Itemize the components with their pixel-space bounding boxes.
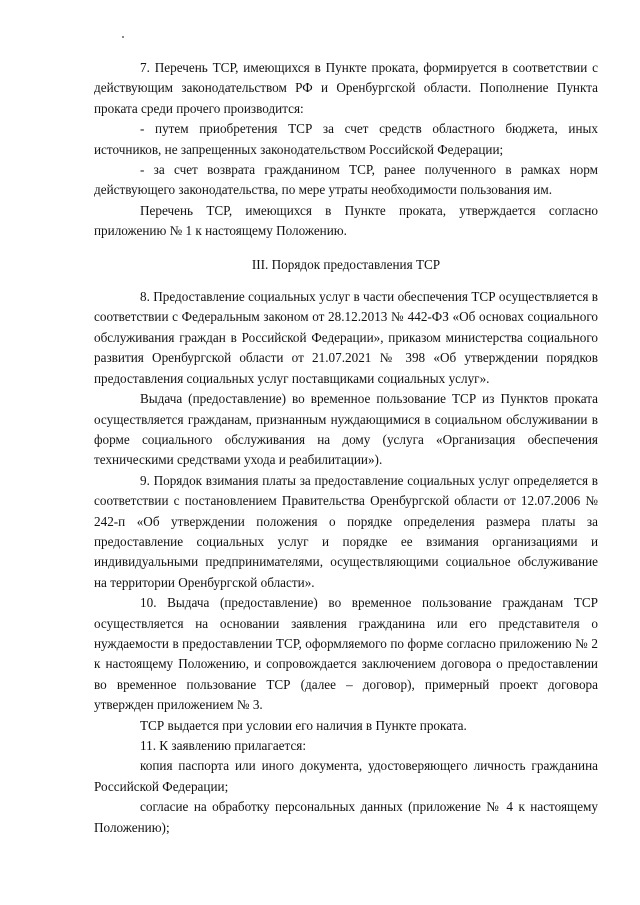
section-heading: III. Порядок предоставления ТСР — [251, 256, 441, 272]
paragraph-7: 7. Перечень ТСР, имеющихся в Пункте проката, формируется в соответствии с действующим законодательством РФ и Оренбургской области. Пополнение Пункта проката среди прочего производится: — [94, 60, 598, 116]
paragraph-7-item-1: - путем приобретения ТСР за счет средств областного бюджета, иных источников, не запрещенных законодательством Российской Федерации; — [94, 121, 598, 157]
paragraph-11-item-consent: согласие на обработку персональных данных (приложение № 4 к настоящему Положению); — [94, 799, 598, 835]
paragraph-7-list-reference: Перечень ТСР, имеющихся в Пункте проката, утверждается согласно приложению № 1 к настоящему Положению. — [94, 202, 598, 239]
document-page — [94, 58, 598, 838]
paragraph-9: 9. Порядок взимания платы за предоставление социальных услуг определяется в соответствии с постановлением Правительства Оренбургской области от 12.07.2006 № 242-п «Об утверждении положения о порядке определения размера платы за предоставление социальных услуг и порядке ее взимания организациями и индивидуальными предпринимателями, осуществляющими социальное обслуживание на территории Оренбургской области». — [94, 472, 598, 590]
paragraph-8: 8. Предоставление социальных услуг в части обеспечения ТСР осуществляется в соответствии с Федеральным законом от 28.12.2013 № 442-ФЗ «Об основах социального обслуживания граждан в Российской Федерации», приказом министерства социального развития Оренбургской области от 21.07.2021 № 398 «Об утверждении порядков предоставления социальных услуг поставщиками социальных услуг». — [94, 289, 598, 386]
scan-speck — [122, 36, 124, 38]
paragraph-7-item-2: - за счет возврата гражданином ТСР, ранее полученного в рамках норм действующего законодательства, по мере утраты необходимости пользования им. — [94, 162, 598, 198]
paragraph-8-issuance: Выдача (предоставление) во временное пользование ТСР из Пунктов проката осуществляется гражданам, признанным нуждающимися в социальном обслуживании в форме социального обслуживания на дому (услуга «Организация обеспечения техническими средствами ухода и реабилитации»). — [94, 391, 598, 468]
paragraph-10: 10. Выдача (предоставление) во временное пользование гражданам ТСР осуществляется на основании заявления гражданина или его представителя о нуждаемости в предоставлении ТСР, оформляемого по форме согласно приложению № 2 к настоящему Положению, и сопровождается заключением договора о предоставлении во временное пользование ТСР (далее – договор), примерный проект договора утвержден приложением № 3. — [94, 595, 598, 713]
paragraph-11-item-passport: копия паспорта или иного документа, удостоверяющего личность гражданина Российской Федерации; — [94, 758, 598, 794]
paragraph-10-availability: ТСР выдается при условии его наличия в Пункте проката. — [140, 717, 467, 733]
paragraph-11: 11. К заявлению прилагается: — [140, 738, 307, 753]
